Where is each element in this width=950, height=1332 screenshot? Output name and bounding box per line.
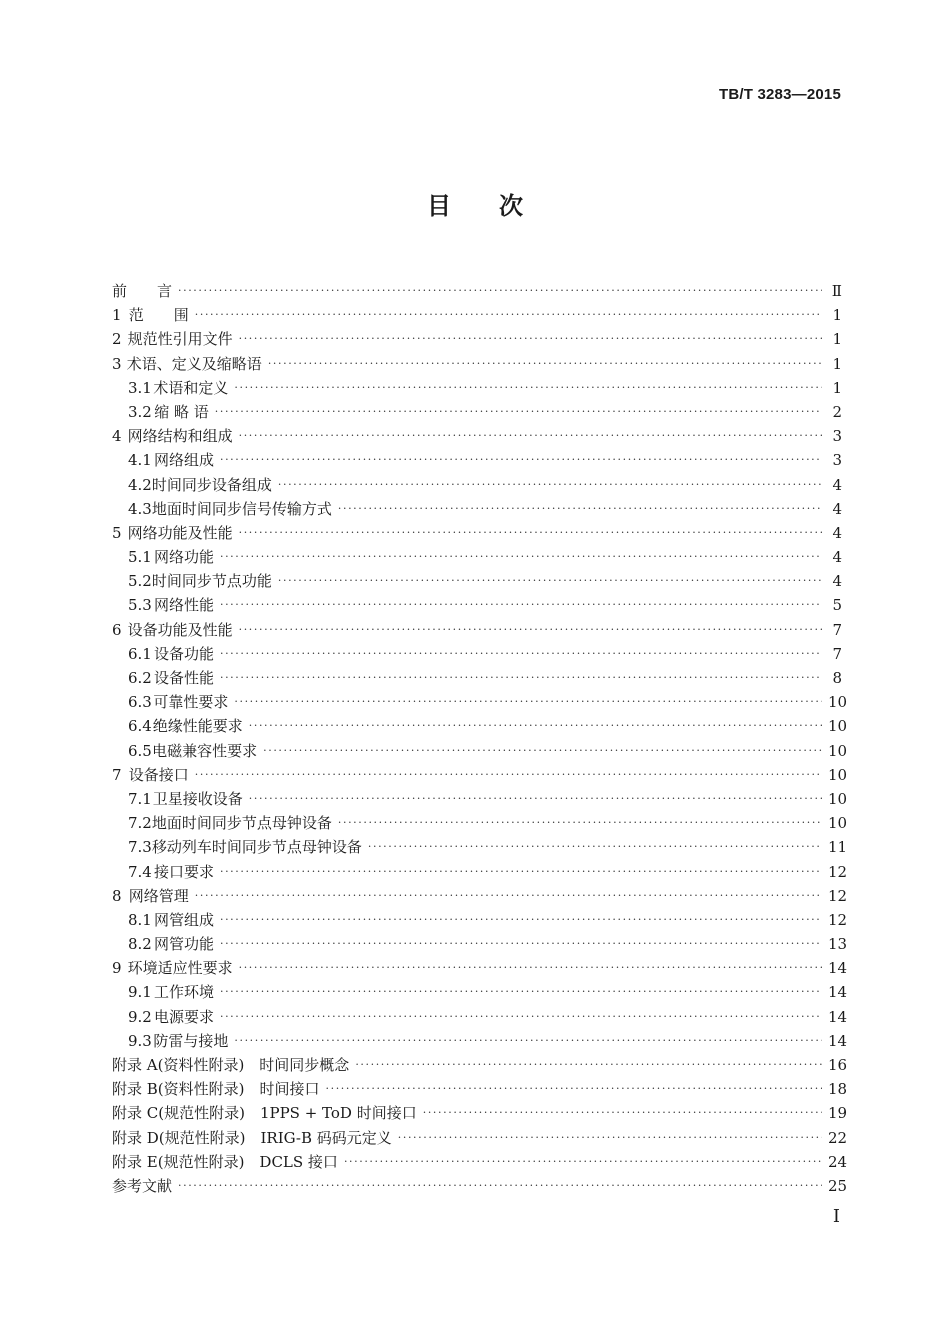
toc-entry[interactable] — [112, 763, 848, 787]
toc-leader-dots — [215, 400, 822, 424]
toc-entry-label: 设备性能 — [153, 669, 214, 687]
toc-entry-number: 7.4 — [128, 862, 152, 881]
toc-entry[interactable] — [112, 642, 842, 666]
toc-entry[interactable] — [112, 497, 842, 521]
toc-leader-dots — [220, 1005, 822, 1029]
toc-leader-dots — [268, 352, 822, 376]
toc-entry[interactable] — [112, 593, 842, 617]
toc-entry[interactable] — [112, 980, 848, 1004]
toc-entry-label: 网络功能及性能 — [127, 523, 233, 542]
toc-entry-page: 4 — [832, 475, 842, 494]
toc-entry-label: 网络组成 — [153, 451, 214, 470]
toc-entry[interactable] — [112, 787, 848, 811]
toc-entry-page: 1 — [832, 330, 842, 349]
toc-leader-dots — [263, 739, 822, 763]
toc-entry-number: 4.3 — [128, 499, 152, 518]
toc-leader-dots — [234, 376, 822, 400]
toc-entry-page: 16 — [828, 1056, 848, 1074]
toc-leader-dots — [195, 763, 822, 787]
toc-entry[interactable] — [112, 618, 842, 642]
toc-entry-number: 6.5 — [128, 741, 152, 760]
toc-entry-number: 1 — [112, 306, 122, 325]
toc-entry-label: 防雷与接地 — [153, 1031, 229, 1050]
toc-entry-number: 6.2 — [128, 669, 152, 687]
toc-entry-page: 10 — [828, 741, 848, 760]
toc-leader-dots — [239, 424, 822, 448]
toc-entry-number: 9.1 — [128, 983, 152, 1002]
toc-leader-dots — [239, 327, 822, 351]
toc-entry-page: 7 — [832, 620, 842, 639]
toc-leader-dots — [220, 448, 822, 472]
toc-entry-number: 7 — [112, 765, 122, 784]
toc-entry[interactable] — [112, 400, 842, 424]
toc-entry-page: 1 — [832, 378, 842, 397]
toc-entry-page: 10 — [828, 765, 848, 784]
toc-entry-page: 14 — [828, 983, 848, 1002]
toc-entry-number: 6.3 — [128, 693, 152, 712]
toc-entry-page: 1 — [832, 354, 842, 373]
toc-leader-dots — [249, 787, 822, 811]
toc-entry-page: 7 — [832, 644, 842, 663]
toc-entry-label: 范 围 — [128, 306, 189, 325]
toc-entry-label: 附录 B(资料性附录) 时间接口 — [112, 1080, 320, 1099]
toc-entry-number: 5 — [112, 523, 122, 542]
toc-leader-dots — [195, 884, 822, 908]
toc-leader-dots — [220, 908, 822, 932]
toc-entry-page: 3 — [832, 451, 842, 470]
toc-entry[interactable] — [112, 884, 848, 908]
toc-leader-dots — [178, 1174, 822, 1198]
toc-entry[interactable] — [112, 303, 842, 327]
toc-entry-page: 2 — [832, 402, 842, 421]
toc-entry-label: 网管功能 — [153, 935, 214, 954]
toc-entry-label: 绝缘性能要求 — [152, 717, 243, 736]
toc-entry-page: 13 — [828, 935, 848, 954]
toc-leader-dots — [220, 545, 822, 569]
toc-entry-label: 附录 A(资料性附录) 时间同步概念 — [112, 1056, 350, 1074]
toc-entry-label: 移动列车时间同步节点母钟设备 — [151, 838, 362, 857]
toc-entry-number: 4.2 — [128, 475, 152, 494]
toc-entry-page: 4 — [832, 499, 842, 518]
toc-entry[interactable] — [112, 1126, 848, 1150]
toc-leader-dots — [423, 1101, 822, 1125]
toc-entry-page: 19 — [828, 1104, 848, 1123]
toc-leader-dots — [338, 497, 822, 521]
toc-entry-label: 网络结构和组成 — [127, 427, 233, 446]
toc-entry-label: 工作环境 — [153, 983, 214, 1002]
toc-entry[interactable] — [112, 521, 842, 545]
table-of-contents — [112, 279, 848, 1198]
toc-leader-dots — [220, 666, 822, 690]
toc-entry-page: 3 — [832, 427, 842, 446]
toc-entry[interactable] — [112, 473, 842, 497]
toc-entry-page: 12 — [828, 862, 848, 881]
toc-entry-label: 附录 E(规范性附录) DCLS 接口 — [112, 1152, 338, 1171]
toc-entry-number: 7.3 — [128, 838, 152, 857]
toc-entry-number: 3.2 — [128, 402, 152, 421]
toc-entry[interactable] — [112, 714, 848, 738]
toc-entry-number: 6.1 — [128, 644, 152, 663]
toc-entry[interactable] — [112, 1101, 848, 1125]
toc-entry[interactable] — [112, 1053, 848, 1077]
toc-entry-label: 前 言 — [112, 282, 173, 300]
toc-entry-page: 25 — [828, 1176, 848, 1195]
toc-leader-dots — [355, 1053, 822, 1077]
toc-entry-page: 10 — [828, 789, 848, 808]
toc-entry-number: 9 — [112, 959, 122, 978]
toc-entry-page: 14 — [828, 959, 848, 978]
toc-entry-page: 14 — [828, 1031, 848, 1050]
toc-leader-dots — [220, 860, 822, 884]
toc-entry-page: 11 — [828, 838, 848, 857]
toc-entry-page: 12 — [828, 910, 848, 929]
toc-entry[interactable] — [112, 448, 842, 472]
toc-entry-label: 术语、定义及缩略语 — [126, 354, 262, 373]
toc-entry[interactable] — [112, 932, 848, 956]
toc-leader-dots — [338, 811, 822, 835]
toc-leader-dots — [278, 569, 822, 593]
toc-leader-dots — [239, 956, 822, 980]
toc-entry-label: 设备接口 — [128, 765, 189, 784]
toc-entry[interactable] — [112, 569, 842, 593]
toc-entry[interactable] — [112, 1150, 848, 1174]
toc-entry-number: 7.2 — [128, 814, 152, 833]
toc-entry-label: 网络功能 — [153, 548, 214, 567]
toc-entry-page: 4 — [832, 572, 842, 591]
toc-entry-number: 9.2 — [128, 1007, 152, 1026]
toc-leader-dots — [344, 1150, 822, 1174]
toc-entry-label: 电源要求 — [153, 1007, 214, 1026]
toc-entry[interactable] — [112, 860, 848, 884]
toc-entry-label: 规范性引用文件 — [127, 330, 233, 349]
toc-entry-number: 5.1 — [128, 548, 152, 567]
toc-entry[interactable] — [112, 376, 842, 400]
toc-entry-label: 设备功能及性能 — [127, 620, 233, 639]
page-title: 目次 — [427, 192, 571, 220]
toc-entry-label: 地面时间同步信号传输方式 — [151, 499, 332, 518]
toc-entry-label: 地面时间同步节点母钟设备 — [151, 814, 332, 833]
toc-entry-label: 网络性能 — [153, 596, 214, 615]
toc-entry-number: 5.3 — [128, 596, 152, 615]
toc-entry-page: 10 — [828, 814, 848, 833]
toc-entry-page: 18 — [828, 1080, 848, 1099]
toc-leader-dots — [239, 618, 822, 642]
toc-entry-label: 环境适应性要求 — [127, 959, 233, 978]
toc-entry-label: 缩 略 语 — [154, 402, 209, 421]
toc-entry-number: 4.1 — [128, 451, 152, 470]
toc-entry-label: 设备功能 — [153, 644, 214, 663]
toc-entry[interactable] — [112, 424, 842, 448]
toc-entry-page: 12 — [828, 886, 848, 905]
toc-entry[interactable] — [112, 352, 842, 376]
toc-entry[interactable] — [112, 811, 848, 835]
toc-entry-number: 3.1 — [128, 378, 152, 397]
toc-entry[interactable] — [112, 327, 842, 351]
toc-leader-dots — [249, 714, 822, 738]
toc-entry-number: 6.4 — [128, 717, 152, 736]
toc-entry-number: 4 — [112, 427, 122, 446]
toc-entry-label: 附录 C(规范性附录) 1PPS + ToD 时间接口 — [112, 1104, 417, 1123]
toc-entry[interactable] — [112, 956, 848, 980]
toc-entry-page: Ⅱ — [831, 282, 842, 300]
toc-leader-dots — [326, 1077, 823, 1101]
toc-entry-label: 术语和定义 — [153, 378, 229, 397]
toc-entry-number: 7.1 — [128, 789, 152, 808]
toc-entry-number: 8 — [112, 886, 122, 905]
toc-entry-page: 8 — [832, 669, 842, 687]
toc-entry-page: 4 — [832, 548, 842, 567]
toc-entry-label: 接口要求 — [153, 862, 214, 881]
toc-entry[interactable] — [112, 1174, 848, 1198]
toc-entry-number: 8.1 — [128, 910, 152, 929]
toc-entry[interactable] — [112, 279, 842, 303]
toc-entry-label: 电磁兼容性要求 — [152, 741, 258, 760]
toc-entry[interactable] — [112, 835, 848, 859]
toc-leader-dots — [239, 521, 822, 545]
toc-entry-label: 卫星接收设备 — [152, 789, 243, 808]
toc-leader-dots — [220, 593, 822, 617]
toc-entry-page: 1 — [832, 306, 842, 325]
toc-entry-number: 6 — [112, 620, 122, 639]
toc-entry-label: 时间同步节点功能 — [151, 572, 272, 591]
toc-entry-number: 2 — [112, 330, 122, 349]
toc-leader-dots — [234, 690, 822, 714]
toc-leader-dots — [398, 1126, 822, 1150]
toc-entry-page: 5 — [832, 596, 842, 615]
toc-leader-dots — [220, 980, 822, 1004]
toc-entry[interactable] — [112, 1005, 848, 1029]
toc-entry-label: 附录 D(规范性附录) IRIG-B 码码元定义 — [112, 1128, 392, 1147]
toc-entry-page: 10 — [828, 717, 848, 736]
toc-entry-label: 网管组成 — [153, 910, 214, 929]
toc-entry[interactable] — [112, 545, 842, 569]
toc-entry-number: 8.2 — [128, 935, 152, 954]
toc-entry-page: 14 — [828, 1007, 848, 1026]
toc-leader-dots — [178, 279, 822, 303]
toc-entry[interactable] — [112, 908, 848, 932]
toc-entry-page: 24 — [828, 1152, 848, 1171]
toc-entry-label: 网络管理 — [128, 886, 189, 905]
toc-entry[interactable] — [112, 1077, 848, 1101]
toc-entry-number: 3 — [112, 354, 122, 373]
document-code: TB/T 3283—2015 — [718, 86, 841, 103]
toc-leader-dots — [278, 473, 822, 497]
toc-entry[interactable] — [112, 690, 848, 714]
toc-entry[interactable] — [112, 1029, 848, 1053]
toc-entry-page: 10 — [828, 693, 848, 712]
toc-entry[interactable] — [112, 666, 842, 690]
toc-leader-dots — [234, 1029, 822, 1053]
toc-entry-page: 22 — [828, 1128, 848, 1147]
toc-entry-number: 9.3 — [128, 1031, 152, 1050]
toc-leader-dots — [220, 642, 822, 666]
toc-leader-dots — [220, 932, 822, 956]
toc-entry-page: 4 — [832, 523, 842, 542]
toc-entry[interactable] — [112, 739, 848, 763]
toc-leader-dots — [195, 303, 822, 327]
toc-entry-label: 时间同步设备组成 — [151, 475, 272, 494]
page-number: I — [832, 1206, 840, 1227]
toc-leader-dots — [368, 835, 822, 859]
toc-entry-label: 可靠性要求 — [153, 693, 229, 712]
toc-entry-number: 5.2 — [128, 572, 152, 591]
toc-entry-label: 参考文献 — [112, 1176, 173, 1195]
